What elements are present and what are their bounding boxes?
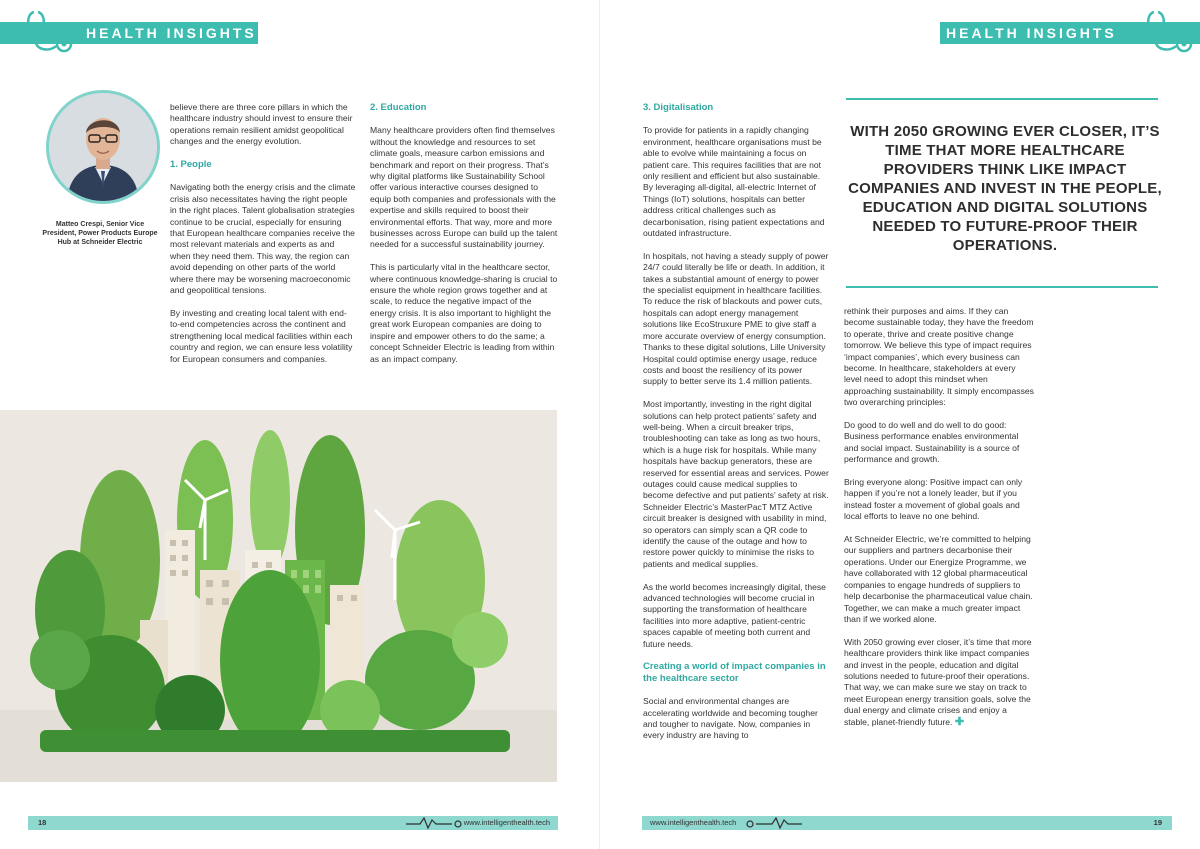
paragraph: Most importantly, investing in the right digital solutions can help protect patients’ safety and well-being. When a circuit breaker trips, troubleshooting can take as long as two hours, which is a huge risk for hospitals. While many hospitals have backup generators, these are reserved for essential areas and services. Power outages could cause medical supplies to become defective and put patients’ safety at risk. Schneider Electric’s MasterPacT MTZ Active circuit breaker is designed with usability in mind, so operators can simply scan a QR code to identify the cause of the outage and how to restore power quickly to minimise the risks to patients and medical supplies. [643, 399, 829, 569]
column-education [370, 102, 560, 376]
column-impact [844, 306, 1034, 739]
header-band [0, 22, 258, 44]
quote-rule-top [846, 98, 1158, 100]
section-header: HEALTH INSIGHTS [946, 25, 1117, 41]
heading-digitalisation: 3. Digitalisation [643, 102, 714, 113]
paragraph: Bring everyone along: Positive impact can only happen if you’re not a lonely leader, but if you instead foster a movement of global goals and local efforts to leave no one behind. [844, 477, 1023, 522]
footer-url[interactable]: www.intelligenthealth.tech [650, 818, 737, 827]
paragraph [844, 637, 1034, 728]
column-digitalisation [643, 102, 829, 753]
closing-text: With 2050 growing ever closer, it’s time that more healthcare providers think like impact companies and invest in the people, education and digital solutions needed to future-proof their operations. That way, we can make sure we stay on track to meet European energy transition goals, solve the dual energy and climate crises and enjoy a stable, planet-friendly future. [844, 636, 1032, 727]
right-page [600, 0, 1200, 849]
page-number: 19 [1153, 818, 1162, 827]
footer-bar [28, 816, 558, 830]
heading-impact-companies: Creating a world of impact companies in the healthcare sector [643, 661, 826, 684]
paragraph: Navigating both the energy crisis and the climate crisis also necessitates having the right people in the right places. Talent globalisation strategies continue to be crucial, especially for ensuring that European healthcare companies receive the most relevant materials and experts as and when they need them. This way, the region can avoid depending on other parts of the world where there may be worsening macroeconomic and geopolitical tensions. [170, 182, 356, 296]
paragraph: This is particularly vital in the healthcare sector, where continuous knowledge-sharing is crucial to ensure the whole region grows together and at scale, to reduce the negative impact of the energy crisis. It is also important to highlight the great work European companies are doing to inspire and empower others to do the same; a concept Schneider Electric is leading from within as an impact company. [370, 262, 558, 364]
column-people [170, 102, 356, 376]
plus-end-mark-icon: ✚ [954, 715, 965, 728]
paragraph: Social and environmental changes are accelerating worldwide and becoming tougher and tougher to navigate. Now, companies in every industry are having to [643, 696, 818, 741]
page-number: 18 [38, 818, 47, 827]
paragraph: rethink their purposes and aims. If they can become sustainable today, they have the freedom to operate, thrive and create positive change tomorrow. We believe this type of impact requires ‘impact companies’, which every business can become. In healthcare, stakeholders at every level need to adopt this mindset when approaching sustainability. It simply encompasses two overarching principles: [844, 306, 1034, 408]
paragraph: At Schneider Electric, we’re committed to helping our suppliers and partners decarbonise their operations. Under our Energize Programme, we have collaborated with 12 global pharmaceutical companies to engage hundreds of suppliers to help decarbonise the pharmaceutical value chain. Together, we can make a much greater impact than if we worked alone. [844, 534, 1033, 624]
paragraph: To provide for patients in a rapidly changing environment, healthcare organisations must be able to evolve while maintaining a focus on patient care. This requires facilities that are not only resilient and efficient but also sustainable. By leveraging all-digital, all-electric Internet of Things (IoT) solutions, hospitals can better address critical challenges such as decarbonisation, rising patient expectations and outdated infrastructure. [643, 125, 825, 239]
paragraph: In hospitals, not having a steady supply of power 24/7 could literally be life or death. In addition, it takes a substantial amount of energy to power the specialist equipment in healthcare facilities. To reduce the risk of blackouts and power cuts, hospitals can adopt energy management solutions like EcoStruxure PME to give staff a more accurate overview of energy consumption. Thanks to these digital solutions, Lille University Hospital could optimise energy usage, reduce costs and boost the resiliency of its power supply to better serve its 1.4 million patients. [643, 250, 829, 387]
heading-people: 1. People [170, 159, 212, 171]
footer-url[interactable]: www.intelligenthealth.tech [463, 818, 550, 827]
paragraph: Do good to do well and do well to do good: Business performance enables environmental and social impact. Sustainability is a source of performance and growth. [844, 420, 1020, 465]
paper-city-illustration [0, 410, 557, 782]
stethoscope-icon [1140, 8, 1200, 56]
intro-paragraph: believe there are three core pillars in which the healthcare industry should invest to ensure their operations remain resilient amidst geopolitical changes and the energy evolution. [170, 102, 353, 147]
quote-rule-bottom [846, 286, 1158, 288]
heartbeat-pulse-icon [742, 816, 802, 830]
footer-bar [642, 816, 1172, 830]
paragraph: As the world becomes increasingly digital, these advanced technologies will become crucial in supporting the transformation of healthcare facilities into more adaptive, patient-centric spaces capable of meeting both current and future needs. [643, 581, 826, 649]
portrait-caption: Matteo Crespi, Senior Vice President, Power Products Europe Hub at Schneider Electric [42, 221, 158, 246]
paragraph: By investing and creating local talent with end-to-end competencies across the continent and strengthening local medical facilities within each country and region, we can ensure less volatility for European consumers and companies. [170, 307, 353, 364]
paragraph: Many healthcare providers often find themselves without the knowledge and resources to set climate goals, measure carbon emissions and benchmark and report on their progress. That’s why digital platforms like Sustainability School offer various interactive courses designed to equip both companies and professionals with the expertise and skills required to boost their environmental efforts. That way, more and more businesses across Europe can build up the talent needed for a successful sustainability journey. [370, 125, 558, 250]
pull-quote: WITH 2050 GROWING EVER CLOSER, IT’S TIME THAT MORE HEALTHCARE PROVIDERS THINK LIKE IMPACT COMPANIES AND INVEST IN THE PEOPLE, EDUCATION AND DIGITAL SOLUTIONS NEEDED TO FUTURE-PROOF THEIR OPERATIONS. [848, 123, 1162, 254]
author-portrait [46, 90, 160, 204]
heading-education: 2. Education [370, 102, 427, 113]
section-header: HEALTH INSIGHTS [86, 25, 257, 41]
heartbeat-pulse-icon [406, 816, 466, 830]
